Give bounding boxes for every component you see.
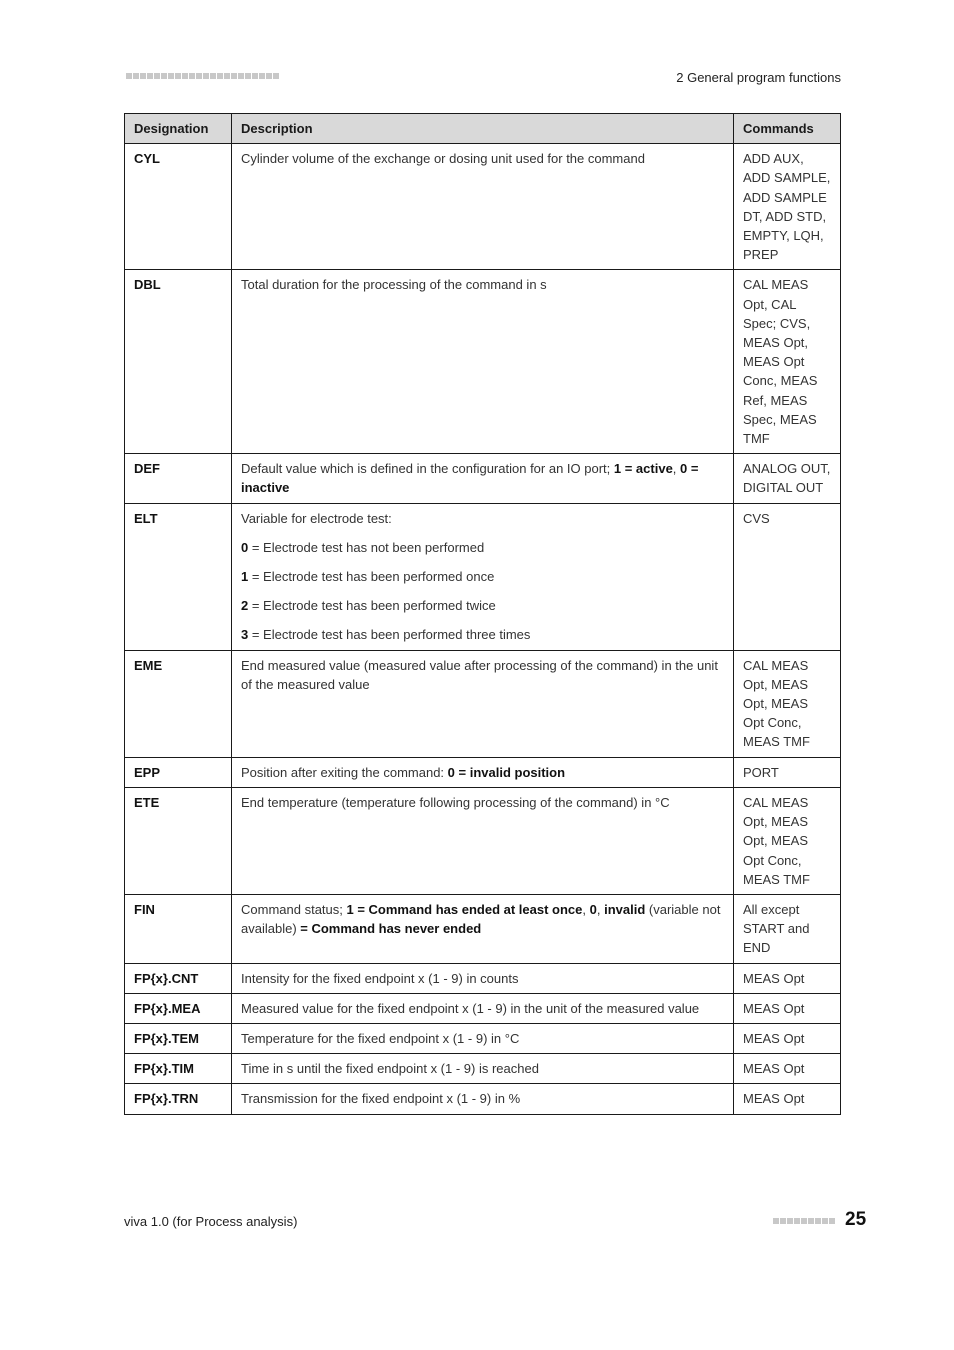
column-header-designation: Designation [125, 114, 232, 144]
decoration-dot [794, 1218, 800, 1224]
decoration-dot [217, 73, 223, 79]
description-text: = Electrode test has not been performed [248, 539, 485, 555]
description-cell [232, 787, 734, 894]
description-paragraph [241, 596, 724, 615]
decoration-dot [161, 73, 167, 79]
description-emphasis: 1 [241, 569, 249, 585]
description-paragraph [241, 969, 724, 988]
decoration-dot [126, 73, 132, 79]
designation-cell: CYL [125, 144, 232, 270]
description-emphasis: invalid [604, 901, 646, 917]
description-paragraph [241, 275, 724, 294]
description-cell [232, 993, 734, 1023]
description-emphasis: 1 = active [613, 461, 673, 477]
decoration-dot [175, 73, 181, 79]
description-text: Transmission for the fixed endpoint x (1 - 9) in % [241, 1091, 521, 1107]
commands-cell: MEAS Opt [734, 963, 841, 993]
footer-decoration-dots [773, 1218, 835, 1224]
decoration-dot [266, 73, 272, 79]
description-cell [232, 503, 734, 650]
decoration-dot [801, 1218, 807, 1224]
description-text: Variable for electrode test: [241, 510, 392, 526]
variables-table [124, 113, 841, 1115]
table-header-row [125, 114, 841, 144]
decoration-dot [829, 1218, 835, 1224]
commands-cell: MEAS Opt [734, 1054, 841, 1084]
decoration-dot [780, 1218, 786, 1224]
description-text: , [672, 461, 681, 477]
description-text: = Electrode test has been performed twice [248, 598, 496, 614]
decoration-dot [140, 73, 146, 79]
page-number: 25 [845, 1209, 867, 1230]
description-paragraph [241, 763, 724, 782]
decoration-dot [815, 1218, 821, 1224]
description-paragraph [241, 793, 724, 812]
decoration-dot [231, 73, 237, 79]
description-paragraph [241, 538, 724, 557]
description-emphasis: 1 = Command has ended at least once [346, 901, 583, 917]
description-text: = Electrode test has been performed three times [248, 627, 531, 643]
designation-cell: FP{x}.MEA [125, 993, 232, 1023]
table-row [125, 787, 841, 894]
decoration-dot [203, 73, 209, 79]
decoration-dot [224, 73, 230, 79]
description-cell [232, 1084, 734, 1114]
commands-cell: All except START and END [734, 894, 841, 963]
table-row [125, 270, 841, 454]
table-row [125, 963, 841, 993]
decoration-dot [168, 73, 174, 79]
description-text: , [582, 901, 590, 917]
description-paragraph [241, 999, 724, 1018]
decoration-dot [238, 73, 244, 79]
description-paragraph [241, 1089, 724, 1108]
commands-cell: MEAS Opt [734, 993, 841, 1023]
description-text: Temperature for the fixed endpoint x (1 - 9) in °C [241, 1030, 520, 1046]
description-cell [232, 1023, 734, 1053]
decoration-dot [196, 73, 202, 79]
decoration-dot [773, 1218, 779, 1224]
description-text: Total duration for the processing of the command in s [241, 277, 547, 293]
decoration-dot [189, 73, 195, 79]
description-paragraph [241, 567, 724, 586]
commands-cell: CAL MEAS Opt, MEAS Opt, MEAS Opt Conc, MEAS TMF [734, 650, 841, 757]
commands-cell: CAL MEAS Opt, MEAS Opt, MEAS Opt Conc, MEAS TMF [734, 787, 841, 894]
description-text: = Electrode test has been performed once [248, 569, 495, 585]
decoration-dot [252, 73, 258, 79]
decoration-dot [808, 1218, 814, 1224]
header-decoration-dots [126, 73, 279, 79]
table-row [125, 650, 841, 757]
decoration-dot [210, 73, 216, 79]
commands-cell: ADD AUX, ADD SAMPLE, ADD SAMPLE DT, ADD STD, EMPTY, LQH, PREP [734, 144, 841, 270]
decoration-dot [147, 73, 153, 79]
description-text: Measured value for the fixed endpoint x (1 - 9) in the unit of the measured value [241, 1000, 700, 1016]
description-paragraph [241, 459, 724, 497]
designation-cell: FP{x}.TRN [125, 1084, 232, 1114]
decoration-dot [133, 73, 139, 79]
description-text: Command status; [241, 901, 347, 917]
designation-cell: EPP [125, 757, 232, 787]
description-cell [232, 144, 734, 270]
description-cell [232, 894, 734, 963]
description-cell [232, 454, 734, 503]
commands-cell: MEAS Opt [734, 1023, 841, 1053]
table-row [125, 1023, 841, 1053]
table-row [125, 757, 841, 787]
description-paragraph [241, 900, 724, 938]
column-header-description: Description [232, 114, 734, 144]
table-row [125, 1084, 841, 1114]
description-cell [232, 650, 734, 757]
description-emphasis: 0 [589, 901, 597, 917]
designation-cell: FP{x}.TIM [125, 1054, 232, 1084]
description-text: (variable not available) [241, 901, 721, 937]
description-text: End measured value (measured value after processing of the command) in the unit of the measured value [241, 657, 718, 692]
decoration-dot [154, 73, 160, 79]
description-emphasis: 0 [241, 539, 249, 555]
table-body [125, 144, 841, 1114]
designation-cell: FP{x}.CNT [125, 963, 232, 993]
description-emphasis: 0 = inactive [241, 461, 699, 496]
description-paragraph [241, 625, 724, 644]
description-paragraph [241, 509, 724, 528]
column-header-commands: Commands [734, 114, 841, 144]
commands-cell: CVS [734, 503, 841, 650]
description-cell [232, 270, 734, 454]
section-title: 2 General program functions [676, 70, 841, 85]
decoration-dot [787, 1218, 793, 1224]
designation-cell: DEF [125, 454, 232, 503]
description-text: End temperature (temperature following processing of the command) in °C [241, 794, 670, 810]
description-paragraph [241, 1059, 724, 1078]
description-paragraph [241, 656, 724, 694]
decoration-dot [245, 73, 251, 79]
commands-cell: MEAS Opt [734, 1084, 841, 1114]
table-row [125, 503, 841, 650]
description-text: Time in s until the fixed endpoint x (1 - 9) is reached [241, 1061, 539, 1077]
description-text: , [596, 901, 605, 917]
description-cell [232, 757, 734, 787]
designation-cell: ETE [125, 787, 232, 894]
description-emphasis: 0 = invalid position [447, 764, 566, 780]
table-row [125, 144, 841, 270]
designation-cell: EME [125, 650, 232, 757]
commands-cell: PORT [734, 757, 841, 787]
description-text: Position after exiting the command: [241, 764, 448, 780]
decoration-dot [182, 73, 188, 79]
table-row [125, 894, 841, 963]
description-paragraph [241, 149, 724, 168]
table-row [125, 993, 841, 1023]
document-title: viva 1.0 (for Process analysis) [124, 1214, 298, 1229]
description-paragraph [241, 1029, 724, 1048]
commands-cell: ANALOG OUT, DIGITAL OUT [734, 454, 841, 503]
commands-cell: CAL MEAS Opt, CAL Spec; CVS, MEAS Opt, MEAS Opt Conc, MEAS Ref, MEAS Spec, MEAS TMF [734, 270, 841, 454]
designation-cell: FIN [125, 894, 232, 963]
description-text: Cylinder volume of the exchange or dosing unit used for the command [241, 151, 645, 167]
designation-cell: ELT [125, 503, 232, 650]
decoration-dot [259, 73, 265, 79]
table-row [125, 1054, 841, 1084]
decoration-dot [273, 73, 279, 79]
description-cell [232, 963, 734, 993]
designation-cell: FP{x}.TEM [125, 1023, 232, 1053]
description-text: Intensity for the fixed endpoint x (1 - 9) in counts [241, 970, 519, 986]
description-cell [232, 1054, 734, 1084]
table-row [125, 454, 841, 503]
description-text: Default value which is defined in the configuration for an IO port; [241, 461, 614, 477]
description-emphasis: 3 [241, 627, 249, 643]
decoration-dot [822, 1218, 828, 1224]
description-emphasis: 2 [241, 598, 249, 614]
description-emphasis: = Command has never ended [300, 921, 482, 937]
designation-cell: DBL [125, 270, 232, 454]
